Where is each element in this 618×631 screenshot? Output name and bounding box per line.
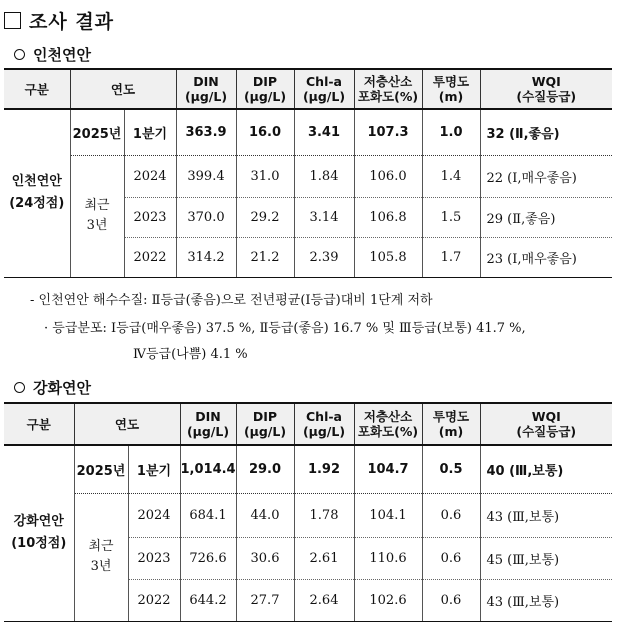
recent-3yr-cell: 최근 3년 bbox=[70, 155, 124, 277]
current-dip: 29.0 bbox=[236, 445, 294, 493]
row-year: 2023 bbox=[128, 537, 180, 579]
incheon-subtitle-text: 인천연안 bbox=[33, 46, 91, 64]
row-chla: 2.61 bbox=[294, 537, 354, 579]
current-din: 363.9 bbox=[176, 109, 236, 155]
row-din: 370.0 bbox=[176, 197, 236, 237]
note-summary: - 인천연안 해수수질: Ⅱ등급(좋음)으로 전년평균(Ⅰ등급)대비 1단계 저하 bbox=[30, 293, 433, 308]
row-transparency: 0.6 bbox=[422, 493, 480, 537]
row-wqi: 43 (Ⅲ,보통) bbox=[480, 579, 612, 621]
section-title bbox=[4, 7, 114, 34]
row-din: 684.1 bbox=[180, 493, 236, 537]
header-din: DIN (μg/L) bbox=[180, 403, 236, 445]
row-wqi: 45 (Ⅲ,보통) bbox=[480, 537, 612, 579]
region-cell: 인천연안 (24정점) bbox=[4, 109, 70, 277]
current-dip: 16.0 bbox=[236, 109, 294, 155]
ganghwa-subtitle bbox=[14, 377, 91, 398]
row-wqi: 43 (Ⅲ,보통) bbox=[480, 493, 612, 537]
section-title-text: 조사 결과 bbox=[29, 11, 115, 33]
note-distribution: · 등급분포: Ⅰ등급(매우좋음) 37.5 %, Ⅱ등급(좋음) 16.7 % 및 Ⅲ등급(보통) 41.7 %, bbox=[44, 321, 526, 336]
current-quarter: 1분기 bbox=[128, 445, 180, 493]
row-year: 2024 bbox=[128, 493, 180, 537]
row-din: 314.2 bbox=[176, 237, 236, 277]
row-transparency: 0.6 bbox=[422, 537, 480, 579]
row-dip: 30.6 bbox=[236, 537, 294, 579]
incheon-table bbox=[4, 68, 612, 278]
row-transparency: 0.6 bbox=[422, 579, 480, 621]
incheon-subtitle bbox=[14, 44, 91, 65]
row-dip: 21.2 bbox=[236, 237, 294, 277]
row-wqi: 29 (Ⅱ,좋음) bbox=[480, 197, 612, 237]
recent-3yr-cell: 최근 3년 bbox=[74, 493, 128, 621]
ganghwa-table bbox=[4, 402, 612, 622]
table-row bbox=[4, 155, 612, 197]
current-year: 2025년 bbox=[74, 445, 128, 493]
row-do: 106.0 bbox=[354, 155, 422, 197]
row-chla: 3.14 bbox=[294, 197, 354, 237]
row-do: 104.1 bbox=[354, 493, 422, 537]
current-do: 104.7 bbox=[354, 445, 422, 493]
row-wqi: 23 (Ⅰ,매우좋음) bbox=[480, 237, 612, 277]
header-year: 연도 bbox=[70, 69, 176, 109]
row-year: 2023 bbox=[124, 197, 176, 237]
header-dip: DIP (μg/L) bbox=[236, 403, 294, 445]
row-dip: 27.7 bbox=[236, 579, 294, 621]
row-din: 399.4 bbox=[176, 155, 236, 197]
header-chla: Chl-a (μg/L) bbox=[294, 403, 354, 445]
circle-bullet-icon bbox=[14, 382, 25, 393]
row-chla: 2.64 bbox=[294, 579, 354, 621]
row-chla: 2.39 bbox=[294, 237, 354, 277]
current-wqi: 40 (Ⅲ,보통) bbox=[480, 445, 612, 493]
header-wqi: WQI (수질등급) bbox=[480, 69, 612, 109]
row-do: 106.8 bbox=[354, 197, 422, 237]
current-wqi: 32 (Ⅱ,좋음) bbox=[480, 109, 612, 155]
row-year: 2024 bbox=[124, 155, 176, 197]
region-cell: 강화연안 (10정점) bbox=[4, 445, 74, 621]
current-year: 2025년 bbox=[70, 109, 124, 155]
note-distribution-cont: Ⅳ등급(나쁨) 4.1 % bbox=[133, 347, 248, 362]
row-transparency: 1.5 bbox=[422, 197, 480, 237]
header-transparency: 투명도 (m) bbox=[422, 403, 480, 445]
current-transparency: 0.5 bbox=[422, 445, 480, 493]
header-do: 저층산소 포화도(%) bbox=[354, 69, 422, 109]
row-wqi: 22 (Ⅰ,매우좋음) bbox=[480, 155, 612, 197]
current-transparency: 1.0 bbox=[422, 109, 480, 155]
current-chla: 3.41 bbox=[294, 109, 354, 155]
row-din: 726.6 bbox=[180, 537, 236, 579]
checkbox-square-icon bbox=[4, 12, 21, 29]
table-row bbox=[4, 493, 612, 537]
header-din: DIN (μg/L) bbox=[176, 69, 236, 109]
header-wqi: WQI (수질등급) bbox=[480, 403, 612, 445]
table-row-current bbox=[4, 445, 612, 493]
table-row-current bbox=[4, 109, 612, 155]
header-transparency: 투명도 (m) bbox=[422, 69, 480, 109]
current-chla: 1.92 bbox=[294, 445, 354, 493]
row-dip: 29.2 bbox=[236, 197, 294, 237]
row-do: 102.6 bbox=[354, 579, 422, 621]
header-dip: DIP (μg/L) bbox=[236, 69, 294, 109]
row-dip: 44.0 bbox=[236, 493, 294, 537]
row-dip: 31.0 bbox=[236, 155, 294, 197]
row-transparency: 1.4 bbox=[422, 155, 480, 197]
header-region: 구분 bbox=[4, 403, 74, 445]
row-din: 644.2 bbox=[180, 579, 236, 621]
row-do: 110.6 bbox=[354, 537, 422, 579]
current-quarter: 1분기 bbox=[124, 109, 176, 155]
header-do: 저층산소 포화도(%) bbox=[354, 403, 422, 445]
circle-bullet-icon bbox=[14, 49, 25, 60]
row-year: 2022 bbox=[124, 237, 176, 277]
header-region: 구분 bbox=[4, 69, 70, 109]
row-chla: 1.84 bbox=[294, 155, 354, 197]
ganghwa-subtitle-text: 강화연안 bbox=[33, 379, 91, 397]
row-chla: 1.78 bbox=[294, 493, 354, 537]
header-year: 연도 bbox=[74, 403, 180, 445]
header-chla: Chl-a (μg/L) bbox=[294, 69, 354, 109]
row-year: 2022 bbox=[128, 579, 180, 621]
row-do: 105.8 bbox=[354, 237, 422, 277]
current-do: 107.3 bbox=[354, 109, 422, 155]
current-din: 1,014.4 bbox=[180, 445, 236, 493]
row-transparency: 1.7 bbox=[422, 237, 480, 277]
